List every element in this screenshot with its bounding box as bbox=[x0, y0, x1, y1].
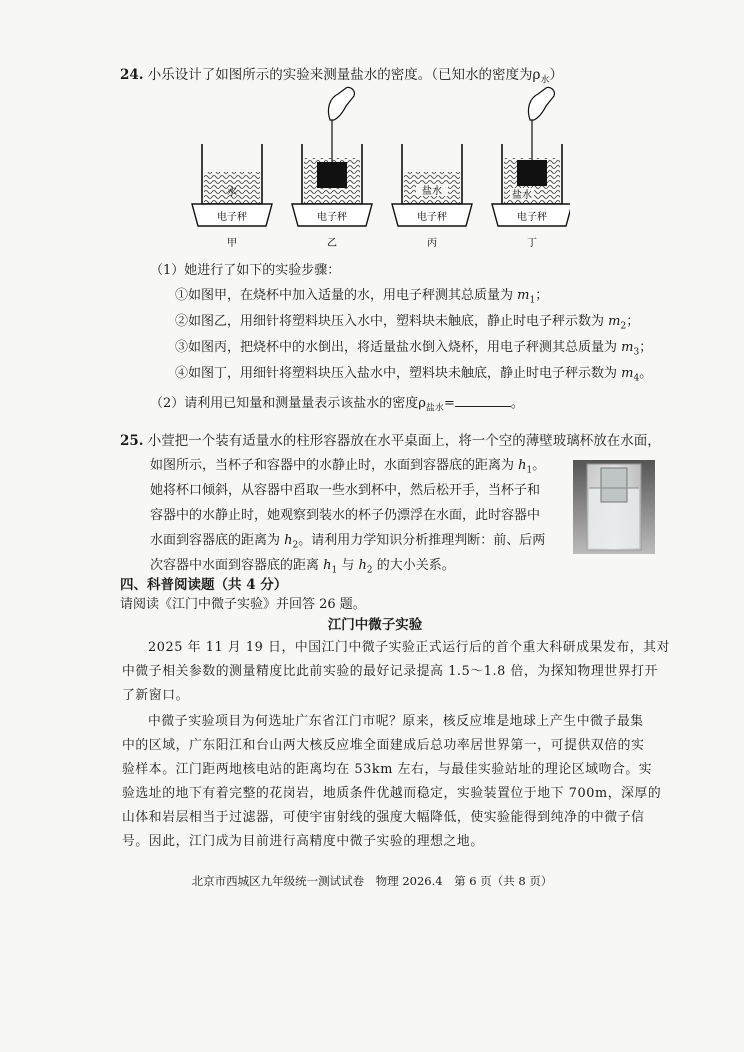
q25-line-5 bbox=[150, 532, 545, 555]
q24-part2 bbox=[150, 394, 524, 418]
para1-line-1: 2025 年 11 月 19 日，中国江门中微子实验正式运行后的首个重大科研成果发布，其对 bbox=[148, 640, 670, 655]
caption-bing: 丙 bbox=[427, 238, 437, 249]
section4-heading: 四、科普阅读题（共 4 分） bbox=[120, 577, 288, 593]
section4-instruction: 请阅读《江门中微子实验》并回答 26 题。 bbox=[120, 597, 366, 612]
q25-line-4: 容器中的水静止时，她观察到装水的杯子仍漂浮在水面，此时容器中 bbox=[150, 508, 541, 523]
q25-h2-ref-sub: 2 bbox=[366, 565, 373, 576]
q25-photo bbox=[573, 460, 655, 554]
step-2-var: m bbox=[608, 314, 621, 329]
q24-step-4 bbox=[175, 365, 652, 388]
page-footer: 北京市西城区九年级统一测试试卷 物理 2026.4 第 6 页（共 8 页） bbox=[191, 874, 553, 888]
scale-label-ding: 电子秤 bbox=[517, 212, 547, 223]
part2-end: 。 bbox=[510, 396, 524, 411]
part2-eq: = bbox=[443, 396, 455, 411]
step-3-text: ③如图丙，把烧杯中的水倒出，将适量盐水倒入烧杯，用电子秤测其总质量为 bbox=[175, 340, 622, 355]
plastic-block-ding bbox=[517, 160, 547, 186]
step-4-text: ④如图丁，用细针将塑料块压入盐水中，塑料块未触底，静止时电子秤示数为 bbox=[175, 366, 622, 381]
beaker-ding bbox=[492, 87, 570, 249]
q25-h2-var: h bbox=[284, 533, 293, 548]
para2-line-5: 山体和岩层相当于过滤器，可使宇宙射线的强度大幅降低，使实验能得到纯净的中微子信 bbox=[122, 810, 645, 825]
beaker-yi bbox=[292, 87, 372, 249]
q25-h1-var: h bbox=[518, 458, 527, 473]
article-para-1 bbox=[122, 636, 670, 708]
q25-h1-sub: 1 bbox=[526, 465, 533, 476]
scale-label-yi: 电子秤 bbox=[317, 212, 347, 223]
q24-number: 24. bbox=[120, 67, 144, 83]
q25-line-5-text: 水面到容器底的距离为 bbox=[150, 533, 285, 548]
q25-line-3: 她将杯口倾斜，从容器中舀取一些水到杯中，然后松开手，当杯子和 bbox=[150, 483, 541, 498]
q24-stem-end: ） bbox=[549, 67, 563, 83]
para2-line-1: 中微子实验项目为何选址广东省江门市呢？原来，核反应堆是地球上产生中微子最集 bbox=[148, 714, 644, 729]
q25-h2-ref-var: h bbox=[358, 558, 367, 573]
para2-line-4: 验选址的地下有着完整的花岗岩，地质条件优越而稳定，实验装置位于地下 700m，深厚的 bbox=[122, 786, 662, 801]
q24-figure bbox=[180, 84, 570, 256]
hand-yi bbox=[328, 87, 354, 120]
salt-label-bing: 盐水 bbox=[422, 186, 442, 197]
salt-label-ding: 盐水 bbox=[512, 190, 532, 201]
floating-cup bbox=[601, 468, 627, 502]
part2-sub: 盐水 bbox=[425, 403, 444, 414]
q25-h2-sub: 2 bbox=[292, 540, 299, 551]
step-1-end: ； bbox=[535, 288, 549, 303]
article-para-2 bbox=[122, 710, 661, 854]
step-3-end: ； bbox=[639, 340, 653, 355]
q25-line-6-end: 的大小关系。 bbox=[372, 558, 455, 573]
step-1-sub: 1 bbox=[529, 295, 536, 306]
plastic-block-yi bbox=[317, 162, 347, 188]
q25-line-1-text: 小萱把一个装有适量水的柱形容器放在水平桌面上，将一个空的薄壁玻璃杯放在水面， bbox=[147, 433, 661, 449]
q24-step-1 bbox=[175, 287, 548, 310]
step-4-end: 。 bbox=[639, 366, 653, 381]
q25-h1-ref-sub: 1 bbox=[331, 565, 338, 576]
step-4-sub: 4 bbox=[633, 373, 640, 384]
q25-line-2 bbox=[150, 457, 545, 480]
q25-line-2-text: 如图所示，当杯子和容器中的水静止时，水面到容器底的距离为 bbox=[150, 458, 519, 473]
hand-ding bbox=[528, 87, 554, 120]
step-1-text: ①如图甲，在烧杯中加入适量的水，用电子秤测其总质量为 bbox=[175, 288, 518, 303]
q25-line-1 bbox=[120, 432, 661, 450]
beaker-bing bbox=[392, 144, 472, 249]
q25-line-6-mid: 与 bbox=[337, 558, 359, 573]
scale-label-bing: 电子秤 bbox=[417, 212, 447, 223]
q24-step-3 bbox=[175, 339, 652, 362]
step-2-sub: 2 bbox=[620, 321, 627, 332]
q24-stem-sub: 水 bbox=[540, 75, 550, 86]
q25-line-5-mid: 。请利用力学知识分析推理判断：前、后两 bbox=[298, 533, 546, 548]
water-label-jia: 水 bbox=[227, 187, 237, 198]
caption-ding: 丁 bbox=[527, 238, 537, 249]
step-3-var: m bbox=[621, 340, 634, 355]
para2-line-3: 验样本。江门距两地核电站的距离均在 53km 左右，与最佳实验站址的理论区域吻合。实 bbox=[122, 762, 653, 777]
q25-line-2-end: 。 bbox=[532, 458, 546, 473]
caption-yi: 乙 bbox=[327, 238, 337, 249]
q24-step-2 bbox=[175, 313, 639, 336]
step-2-text: ②如图乙，用细针将塑料块压入水中，塑料块未触底，静止时电子秤示数为 bbox=[175, 314, 609, 329]
step-1-var: m bbox=[517, 288, 530, 303]
para2-line-2: 中的区域，广东阳江和台山两大核反应堆全面建成后总功率居世界第一，可提供双倍的实 bbox=[122, 738, 645, 753]
para1-line-2: 中微子相关参数的测量精度比此前实验的最好记录提高 1.5～1.8 倍，为探知物理世界打开 bbox=[122, 664, 658, 679]
article-title: 江门中微子实验 bbox=[327, 617, 423, 633]
para1-line-3: 了新窗口。 bbox=[122, 688, 189, 703]
caption-jia: 甲 bbox=[227, 238, 237, 249]
q25-h1-ref-var: h bbox=[323, 558, 332, 573]
scale-label-jia: 电子秤 bbox=[217, 212, 247, 223]
q25-number: 25. bbox=[120, 433, 144, 449]
para2-line-6: 号。因此，江门成为目前进行高精度中微子实验的理想之地。 bbox=[122, 834, 484, 849]
step-2-end: ； bbox=[626, 314, 640, 329]
step-3-sub: 3 bbox=[633, 347, 640, 358]
answer-blank[interactable] bbox=[455, 394, 511, 407]
q24-stem-text: 小乐设计了如图所示的实验来测量盐水的密度。（已知水的密度为ρ bbox=[147, 67, 541, 83]
beaker-jia bbox=[192, 144, 272, 249]
q24-part1-intro: （1）她进行了如下的实验步骤： bbox=[150, 263, 341, 278]
q25-line-6-text: 次容器中水面到容器底的距离 bbox=[150, 558, 324, 573]
step-4-var: m bbox=[621, 366, 634, 381]
part2-text: （2）请利用已知量和测量量表示该盐水的密度ρ bbox=[150, 396, 426, 411]
